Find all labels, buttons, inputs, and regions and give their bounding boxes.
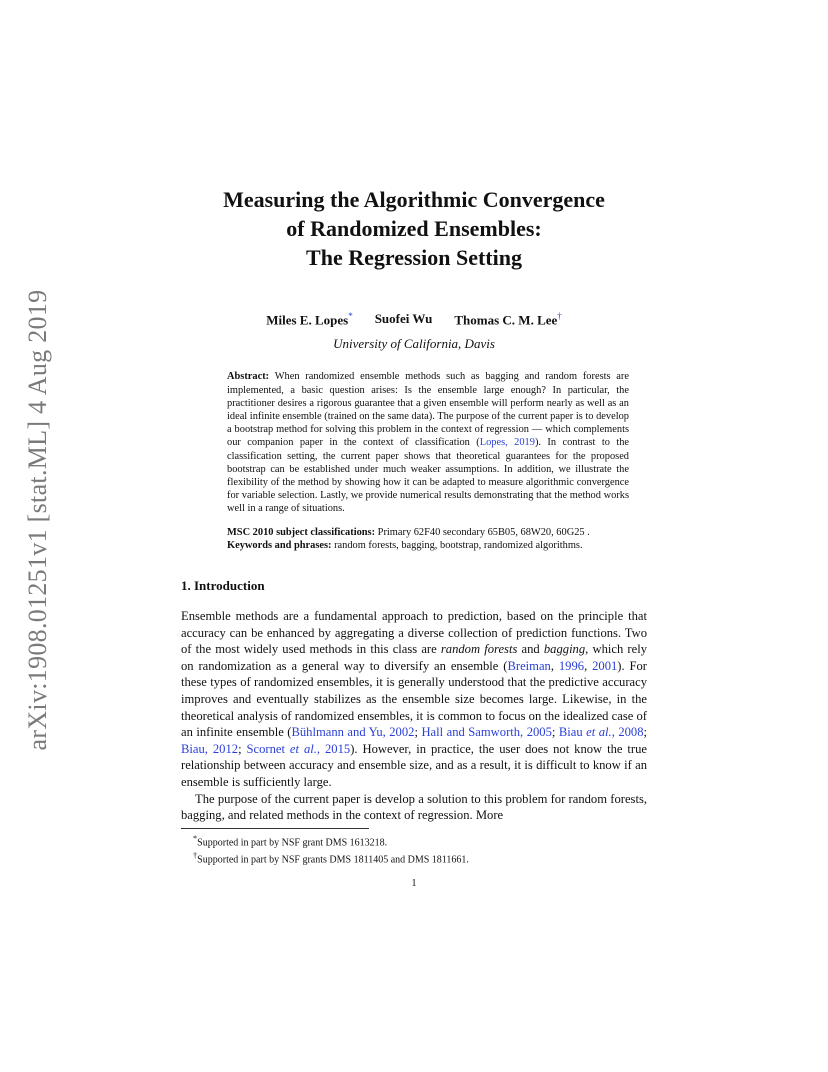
abstract-text: ). In contrast to the classification setting, the current paper shows that theoretical guarantees for the proposed bootstrap can be established under much weaker assumptions. In addition, we illustrate the flexibility of the method by showing how it can be adapted to measure algorithmic convergence for variable selection. Lastly, we provide numerical results demonstrating that the method works well in a range of situations. — [227, 437, 630, 515]
msc-text: Primary 62F40 secondary 65B05, 68W20, 60G25 . — [375, 526, 590, 538]
footnote: †Supported in part by NSF grants DMS 1811405 and DMS 1811661. — [193, 850, 469, 865]
intro-body — [181, 608, 647, 824]
arxiv-stamp — [8, 280, 68, 760]
author: Miles E. Lopes* — [266, 311, 353, 328]
footnote-marker-link[interactable]: † — [557, 311, 562, 321]
footnote: *Supported in part by NSF grant DMS 1613218. — [193, 833, 388, 849]
abstract-label: Abstract: — [227, 371, 270, 383]
abstract-text: When randomized ensemble methods such as bagging and random forests are implemented, a basic question arises: Is the ensemble large enough? In particular, the practitioner desires a rigorous guarantee that a given ensemble will perform nearly as well as an ideal infinite ensemble (trained on the same data). The purpose of the current paper is to develop a bootstrap method for solving this problem in the context of regression — which complements our companion paper in the context of classification ( — [227, 371, 629, 449]
author: Thomas C. M. Lee† — [454, 311, 562, 328]
paragraph: The purpose of the current paper is develop a solution to this problem for random forests, bagging, and related methods in the context of regression. More — [181, 791, 647, 823]
paper-page — [181, 185, 647, 889]
citation-link[interactable]: 2001 — [592, 658, 618, 673]
abstract — [227, 370, 629, 515]
citation-link[interactable]: Biau et al., 2008 — [558, 725, 644, 740]
paragraph: Ensemble methods are a fundamental approach to prediction, based on the principle that accuracy can be enhanced by aggregating a diverse collection of prediction functions. Two of the most widely used methods in this class are random forests and bagging, which rely on randomization as a general way to diversify an ensemble (Breiman, 1996, 2001). For these types of randomized ensembles, it is generally understood that the predictive accuracy improves and eventually stabilizes as the ensemble size becomes large. Likewise, in the theoretical analysis of randomized ensembles, it is common to focus on the idealized case of an infinite ensemble (Bühlmann and Yu, 2002; Hall and Samworth, 2005; Biau et al., 2008; Biau, 2012; Scornet et al., 2015). However, in practice, the user does not know the true relationship between accuracy and ensemble size, and as a result, it is difficult to know if an ensemble is sufficiently large. — [181, 608, 648, 789]
citation-link[interactable]: Scornet et al., 2015 — [246, 741, 351, 756]
author: Suofei Wu — [374, 311, 433, 326]
classification-block — [227, 526, 629, 552]
keywords-label: Keywords and phrases: — [227, 539, 332, 551]
arxiv-stamp-text: arXiv:1908.01251v1 [stat.ML] 4 Aug 2019 — [23, 289, 52, 751]
citation-link[interactable]: Lopes, 2019 — [479, 437, 535, 449]
paper-title — [181, 185, 647, 272]
citation-link[interactable]: Biau, 2012 — [181, 741, 239, 756]
citation-link[interactable]: Bühlmann and Yu, 2002 — [291, 725, 415, 740]
author-list — [181, 311, 647, 328]
title-line-2: of Randomized Ensembles: — [286, 216, 542, 241]
page-number: 1 — [411, 878, 417, 890]
affiliation: University of California, Davis — [333, 336, 495, 352]
title-line-3: The Regression Setting — [306, 245, 522, 270]
section-heading: 1. Introduction — [181, 577, 265, 593]
footnote-rule — [181, 828, 369, 829]
footnotes — [193, 833, 647, 867]
footnote-marker-link[interactable]: * — [348, 311, 353, 321]
citation-link[interactable]: Breiman — [507, 658, 551, 673]
citation-link[interactable]: Hall and Samworth, 2005 — [421, 725, 552, 740]
keywords-text: random forests, bagging, bootstrap, randomized algorithms. — [331, 539, 583, 551]
citation-link[interactable]: 1996 — [558, 658, 585, 673]
msc-label: MSC 2010 subject classifications: — [227, 526, 376, 538]
title-line-1: Measuring the Algorithmic Convergence — [223, 187, 605, 212]
